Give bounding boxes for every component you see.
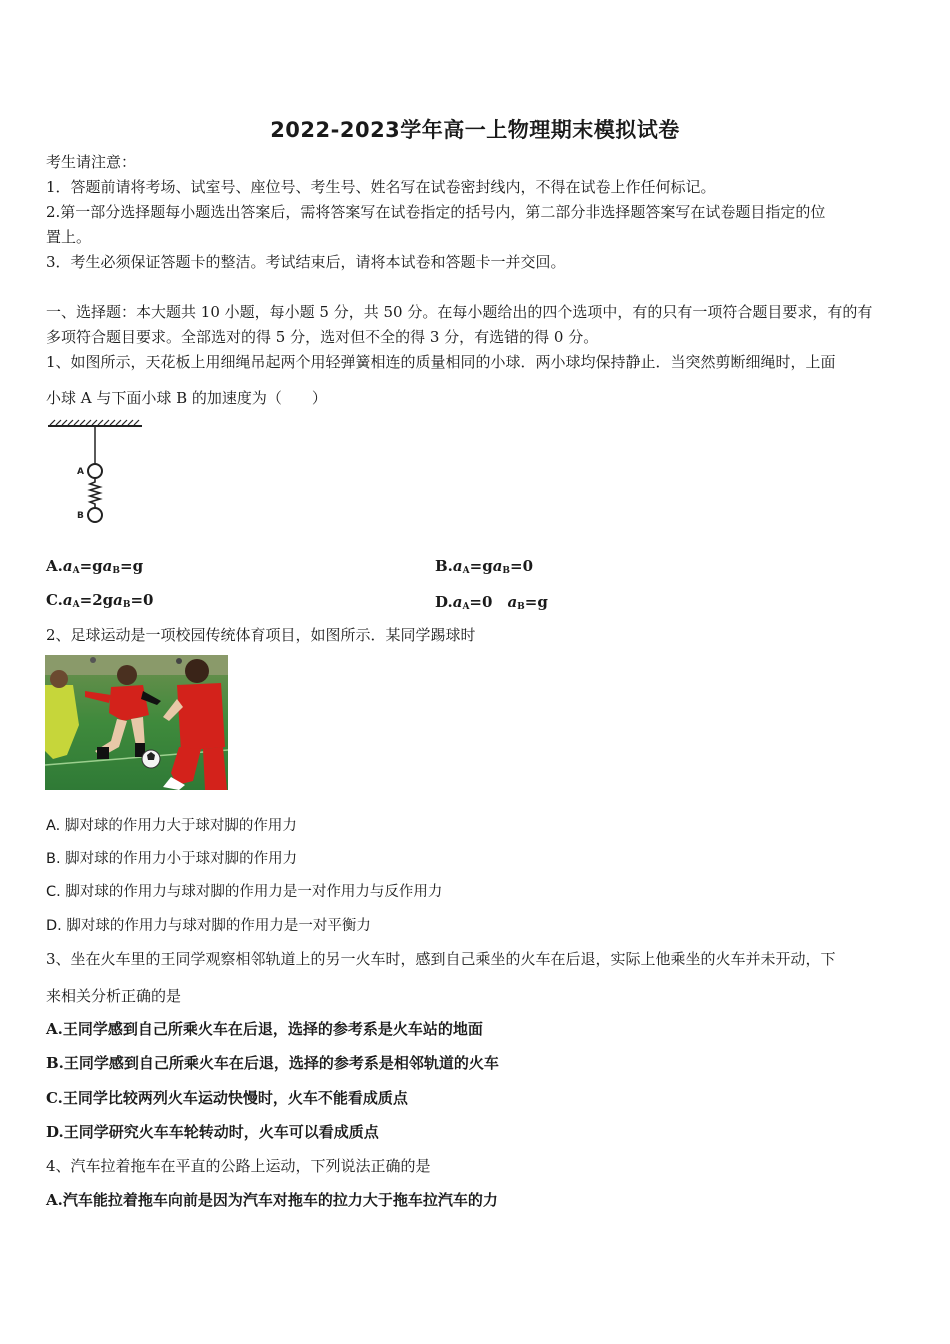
section-instructions-2: 多项符合题目要求。全部选对的得 5 分，选对但不全的得 3 分，有选错的得 0 分。 xyxy=(46,328,599,346)
q1-option-d[interactable]: $D.a_A=0$ $a_B=g$ xyxy=(435,593,548,612)
label-a: A xyxy=(77,467,84,477)
ball-a xyxy=(88,464,102,478)
notice-item-3: 3．考生必须保证答题卡的整洁。考试结束后，请将本试卷和答题卡一并交回。 xyxy=(46,253,566,271)
q4-option-a[interactable]: A.汽车能拉着拖车向前是因为汽车对拖车的拉力大于拖车拉汽车的力 xyxy=(46,1191,498,1209)
q3-option-d[interactable]: D.王同学研究火车车轮转动时，火车可以看成质点 xyxy=(46,1123,379,1141)
q1-option-c[interactable]: $C.a_A=2ga_B=0$ xyxy=(46,591,154,610)
notice-item-1: 1．答题前请将考场、试室号、座位号、考生号、姓名写在试卷密封线内，不得在试卷上作任何标记。 xyxy=(46,178,716,196)
page-title: 2022-2023学年高一上物理期末模拟试卷 xyxy=(270,118,680,142)
notice-heading: 考生请注意： xyxy=(46,153,137,171)
ball-b xyxy=(88,508,102,522)
q3-option-a[interactable]: A.王同学感到自己所乘火车在后退，选择的参考系是火车站的地面 xyxy=(46,1020,483,1038)
q2-option-a[interactable]: A. 脚对球的作用力大于球对脚的作用力 xyxy=(46,818,297,834)
q2-option-b[interactable]: B. 脚对球的作用力小于球对脚的作用力 xyxy=(46,851,298,867)
notice-item-2: 2.第一部分选择题每小题选出答案后，需将答案写在试卷指定的括号内，第二部分非选择题答案写在试卷题目指定的位 xyxy=(46,203,826,221)
spring xyxy=(90,478,100,508)
label-b: B xyxy=(77,511,84,521)
q3-option-c[interactable]: C.王同学比较两列火车运动快慢时，火车不能看成质点 xyxy=(46,1089,408,1107)
spring-ball-figure xyxy=(44,418,146,530)
notice-item-2-cont: 置上。 xyxy=(46,228,92,246)
football-photo xyxy=(45,655,228,790)
q2-option-d[interactable]: D. 脚对球的作用力与球对脚的作用力是一对平衡力 xyxy=(46,918,371,934)
q1-stem-line1: 1、如图所示，天花板上用细绳吊起两个用轻弹簧相连的质量相同的小球．两小球均保持静止．当突然剪断细绳时，上面 xyxy=(46,353,836,371)
q4-stem: 4、汽车拉着拖车在平直的公路上运动，下列说法正确的是 xyxy=(46,1157,431,1175)
q1-stem-line2: 小球 A 与下面小球 B 的加速度为（ ） xyxy=(46,389,327,407)
ceiling-hatch xyxy=(48,420,142,426)
q2-stem: 2、足球运动是一项校园传统体育项目，如图所示．某同学踢球时 xyxy=(46,626,476,644)
section-instructions-1: 一、选择题：本大题共 10 小题，每小题 5 分，共 50 分。在每小题给出的四个选项中，有的只有一项符合题目要求，有的有 xyxy=(46,303,873,321)
q3-option-b[interactable]: B.王同学感到自己所乘火车在后退，选择的参考系是相邻轨道的火车 xyxy=(46,1054,499,1072)
q2-option-c[interactable]: C. 脚对球的作用力与球对脚的作用力是一对作用力与反作用力 xyxy=(46,884,443,900)
q3-stem-line1: 3、坐在火车里的王同学观察相邻轨道上的另一火车时，感到自己乘坐的火车在后退，实际上他乘坐的火车并未开动，下 xyxy=(46,950,836,968)
q1-option-a[interactable]: $A.a_A=ga_B=g$ xyxy=(46,557,144,576)
q1-option-b[interactable]: $B.a_A=ga_B=0$ xyxy=(435,557,534,576)
q3-stem-line2: 来相关分析正确的是 xyxy=(46,987,182,1005)
